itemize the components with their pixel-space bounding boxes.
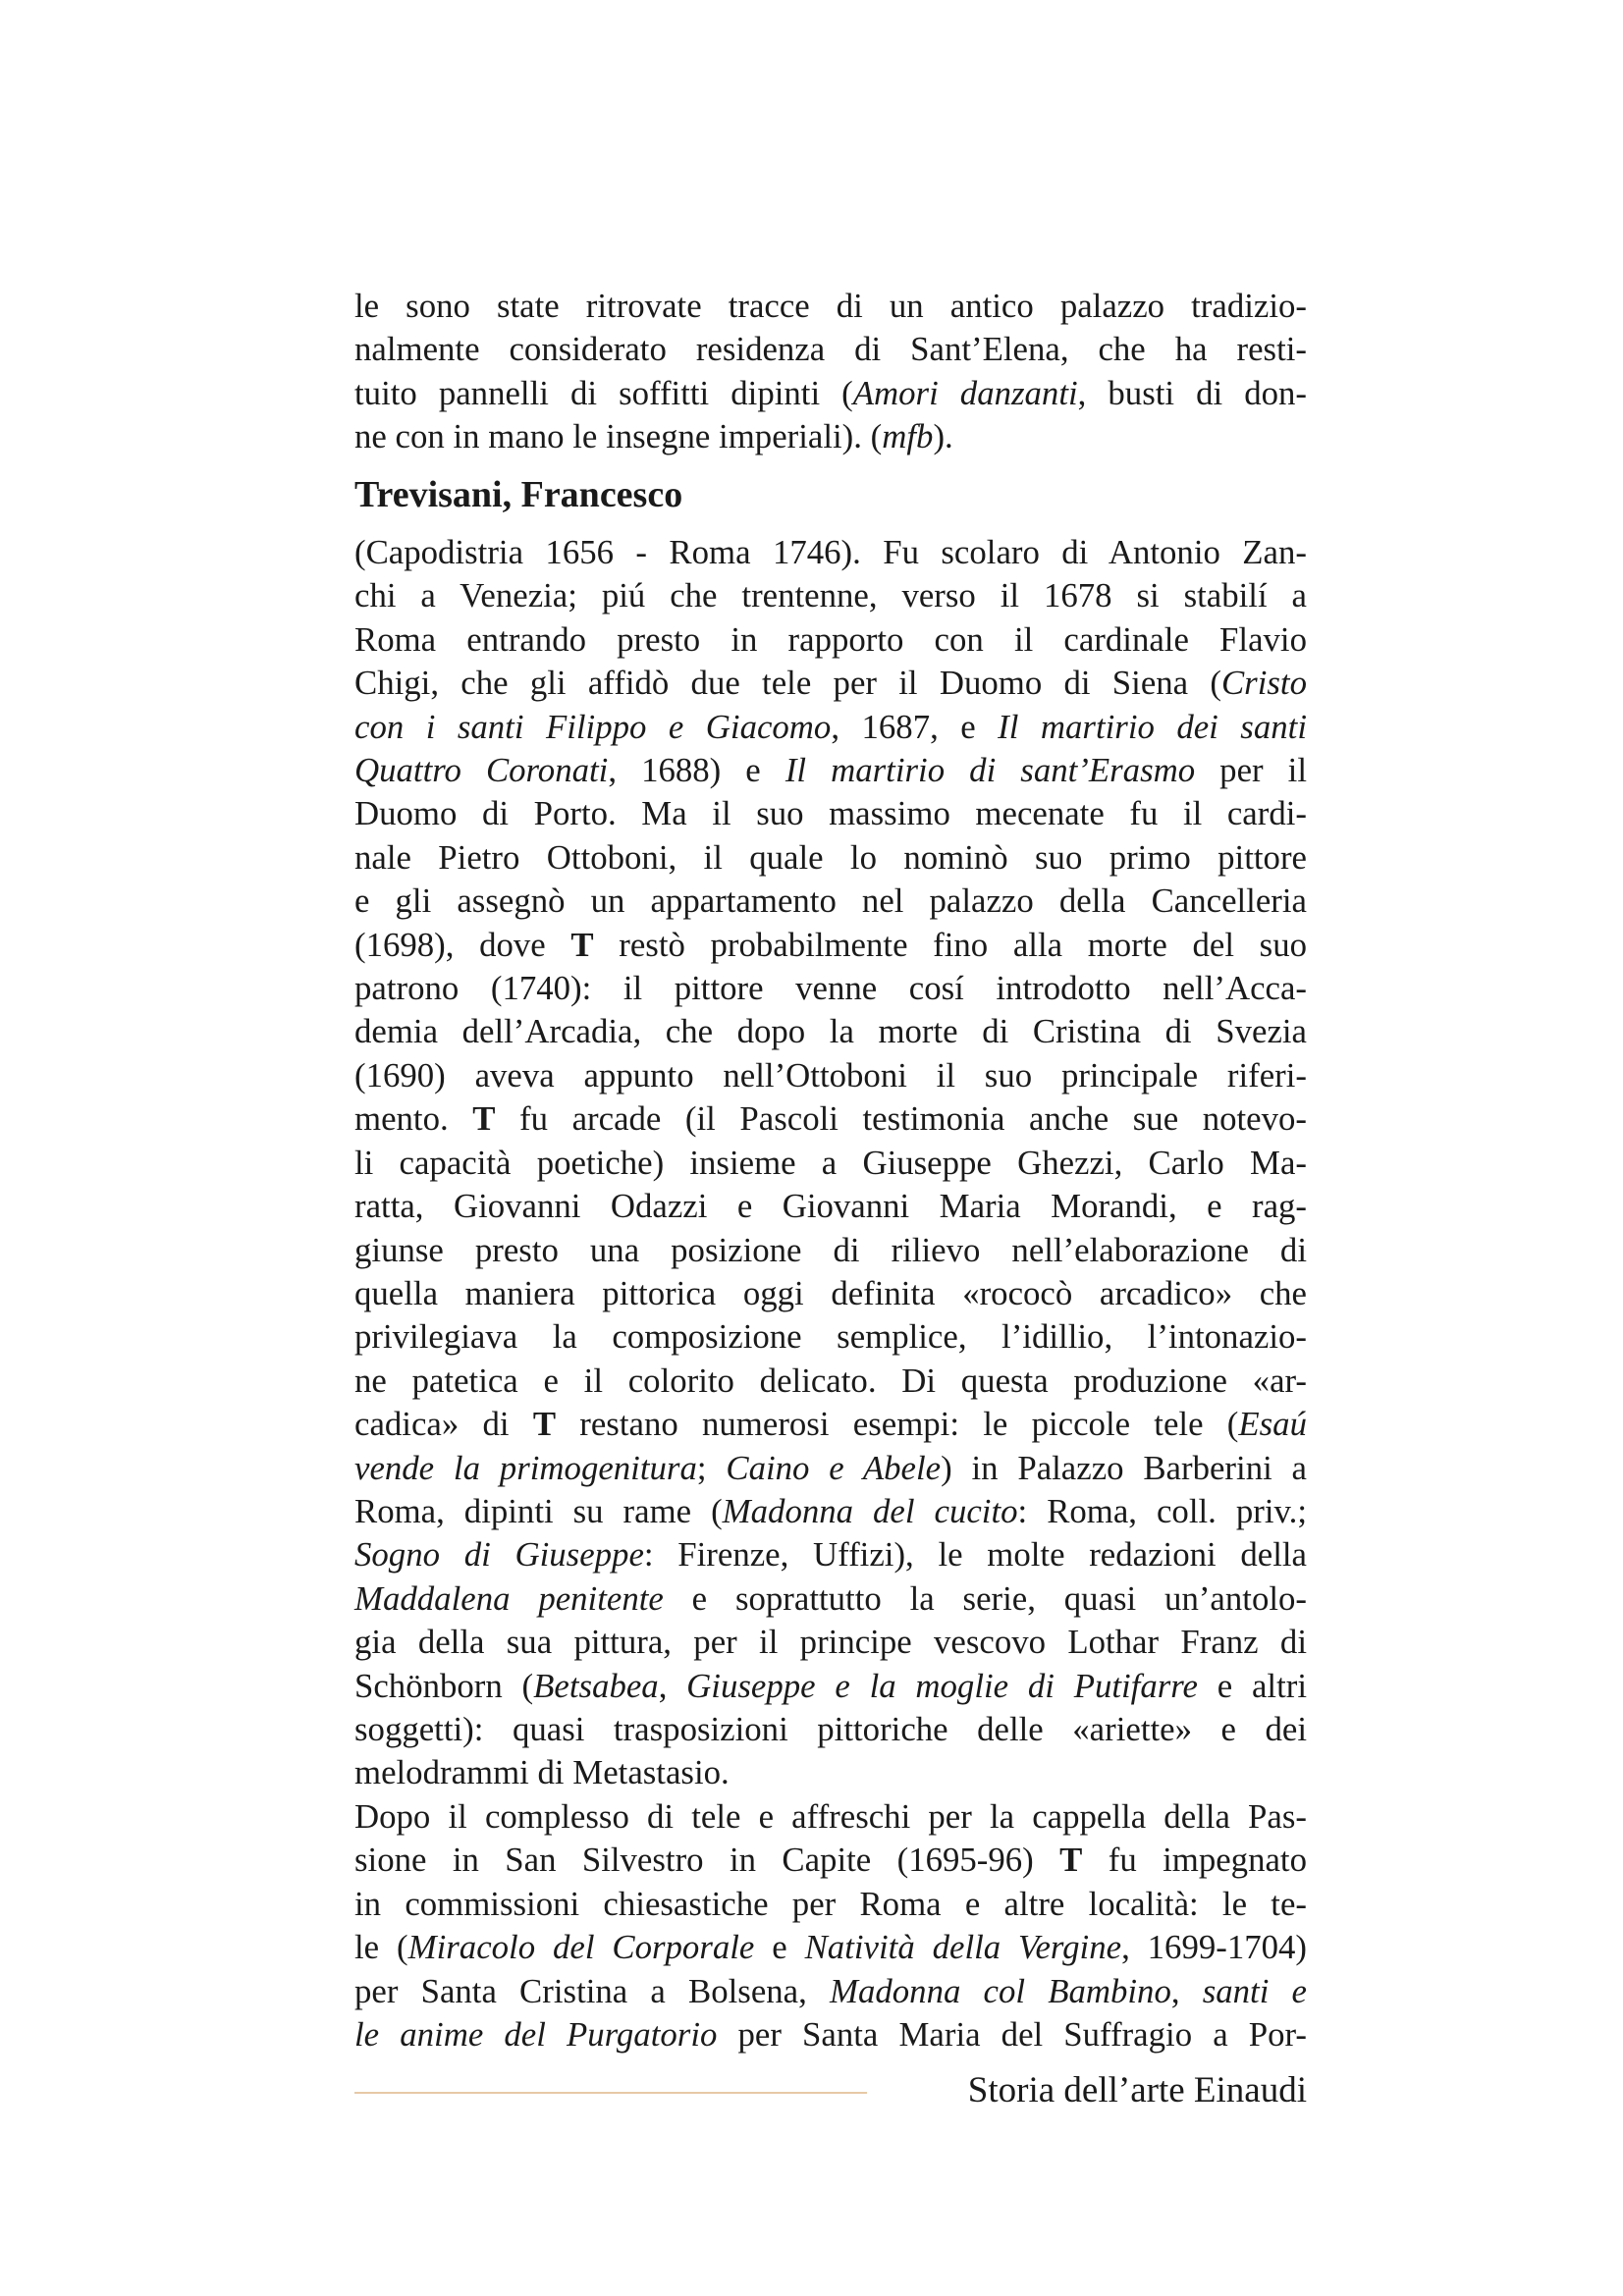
text-line xyxy=(354,662,1307,705)
italic-title: Il martirio di sant’Erasmo xyxy=(784,751,1196,790)
text-run: chi a Venezia; piú che trentenne, verso il 1678 si stabilí a xyxy=(354,576,1307,615)
text-line xyxy=(354,1970,1307,2013)
text-run: fu impegnato xyxy=(1082,1841,1307,1880)
text-run: li capacità poetiche) insieme a Giuseppe Ghezzi, Carlo Ma- xyxy=(354,1143,1307,1182)
entry-paragraph-2 xyxy=(354,1795,1307,2056)
text-run: privilegiava la composizione semplice, l’idillio, l’intonazio- xyxy=(354,1317,1307,1357)
text-line xyxy=(354,2013,1307,2056)
text-line xyxy=(354,1883,1307,1926)
text-line xyxy=(354,1708,1307,1751)
artist-abbrev: T xyxy=(532,1405,557,1444)
text-run: (1690) aveva appunto nell’Ottoboni il suo principale riferi- xyxy=(354,1055,1307,1095)
text-run: per Santa Maria del Suffragio a Por- xyxy=(717,2015,1307,2055)
text-line xyxy=(354,1142,1307,1185)
text-line xyxy=(354,1315,1307,1359)
text-run: Roma entrando presto in rapporto con il cardinale Flavio xyxy=(354,619,1307,659)
text-run: soggetti): quasi trasposizioni pittoriche delle «ariette» e dei xyxy=(354,1709,1307,1748)
italic-title: Maddalena penitente xyxy=(354,1578,664,1618)
text-run: nale Pietro Ottoboni, il quale lo nominò suo primo pittore xyxy=(354,837,1307,877)
text-run: mento. xyxy=(354,1099,473,1139)
text-run: restano numerosi esempi: le piccole tele ( xyxy=(556,1405,1239,1444)
text-run: e xyxy=(754,1928,805,1967)
text-run: demia dell’Arcadia, che dopo la morte di Cristina di Svezia xyxy=(354,1012,1307,1051)
text-line xyxy=(354,1533,1307,1576)
text-line xyxy=(354,1926,1307,1969)
text-line xyxy=(354,1010,1307,1053)
italic-title: Sogno di Giuseppe xyxy=(354,1535,644,1575)
text-run: sione in San Silvestro in Capite (1695-96) xyxy=(354,1841,1060,1880)
text-run: ; xyxy=(696,1448,727,1487)
text-run: , 1688) e xyxy=(608,751,785,790)
artist-abbrev: T xyxy=(570,925,594,964)
text-line xyxy=(354,1839,1307,1882)
italic-title: vende la primogenitura xyxy=(354,1448,697,1487)
text-run: nalmente considerato residenza di Sant’Elena, che ha resti- xyxy=(354,330,1307,369)
text-line xyxy=(354,1272,1307,1315)
text-run: ) in Palazzo Barberini a xyxy=(941,1448,1308,1487)
artist-abbrev: T xyxy=(1059,1841,1083,1880)
text-run: ne patetica e il colorito delicato. Di questa produzione «ar- xyxy=(354,1361,1307,1400)
text-run: patrono (1740): il pittore venne cosí introdotto nell’Acca- xyxy=(354,969,1307,1008)
text-line xyxy=(354,1751,1307,1794)
text-line xyxy=(354,618,1307,662)
italic-title: Madonna del cucito xyxy=(722,1491,1018,1530)
italic-title: mfb xyxy=(882,417,934,456)
italic-title: Betsabea xyxy=(533,1666,659,1705)
text-line xyxy=(354,415,1307,458)
artist-abbrev: T xyxy=(472,1099,496,1139)
footer-rule xyxy=(354,2092,867,2094)
text-run: : Firenze, Uffizi), le molte redazioni della xyxy=(643,1535,1307,1575)
text-run: Chigi, che gli affidò due tele per il Duomo di Siena ( xyxy=(354,664,1221,703)
text-run: per Santa Cristina a Bolsena, xyxy=(354,1971,830,2010)
italic-title: Caino e Abele xyxy=(726,1448,942,1487)
text-line xyxy=(354,1621,1307,1664)
italic-title: le anime del Purgatorio xyxy=(354,2015,718,2055)
text-run: , 1687, e xyxy=(831,707,999,746)
text-run: , xyxy=(658,1666,687,1705)
text-run: in commissioni chiesastiche per Roma e altre località: le te- xyxy=(354,1884,1307,1923)
text-line xyxy=(354,1097,1307,1141)
text-run: (Capodistria 1656 - Roma 1746). Fu scolaro di Antonio Zan- xyxy=(354,533,1307,571)
text-run: : Roma, coll. priv.; xyxy=(1017,1491,1307,1530)
italic-title: con i santi Filippo e Giacomo xyxy=(354,707,832,746)
text-line xyxy=(354,372,1307,415)
text-line xyxy=(354,1665,1307,1708)
text-run: gia della sua pittura, per il principe vescovo Lothar Franz di xyxy=(354,1623,1307,1662)
italic-title: Natività della Vergine xyxy=(804,1928,1122,1967)
italic-title: Cristo xyxy=(1220,664,1307,703)
italic-title: Esaú xyxy=(1238,1405,1307,1444)
text-line xyxy=(354,924,1307,967)
text-run: ratta, Giovanni Odazzi e Giovanni Maria Morandi, e rag- xyxy=(354,1187,1307,1226)
text-run: le ( xyxy=(354,1928,408,1967)
text-run: , 1699-1704) xyxy=(1121,1928,1308,1967)
text-line xyxy=(354,1577,1307,1621)
text-line xyxy=(354,836,1307,880)
entry-paragraph-1 xyxy=(354,531,1307,1795)
text-run: per il xyxy=(1195,751,1307,790)
italic-title: Giuseppe e la moglie di Putifarre xyxy=(686,1666,1198,1705)
footer-title: Storia dell’arte Einaudi xyxy=(967,2070,1307,2110)
text-run: cadica» di xyxy=(354,1405,533,1444)
text-run: fu arcade (il Pascoli testimonia anche sue notevo- xyxy=(495,1099,1307,1139)
text-line xyxy=(354,749,1307,792)
text-run: le sono state ritrovate tracce di un antico palazzo tradizio- xyxy=(354,287,1307,325)
italic-title: santi e xyxy=(1202,1971,1307,2010)
text-line xyxy=(354,967,1307,1010)
text-line xyxy=(354,880,1307,923)
text-run: Schönborn ( xyxy=(354,1666,534,1705)
text-run: quella maniera pittorica oggi definita «rococò arcadico» che xyxy=(354,1273,1307,1312)
text-line xyxy=(354,1360,1307,1403)
italic-title: Il martirio dei santi xyxy=(998,707,1307,746)
text-run: Duomo di Porto. Ma il suo massimo mecenate fu il cardi- xyxy=(354,794,1307,833)
text-line xyxy=(354,1447,1307,1490)
text-line xyxy=(354,1795,1307,1839)
text-run: e altri xyxy=(1198,1666,1308,1705)
text-run: , xyxy=(1170,1971,1203,2010)
text-run: , busti di don- xyxy=(1077,373,1308,412)
text-line xyxy=(354,531,1307,574)
text-run: restò probabilmente fino alla morte del suo xyxy=(593,925,1307,964)
text-run: ). xyxy=(933,417,953,456)
text-line xyxy=(354,706,1307,749)
italic-title: Quattro Coronati xyxy=(354,751,609,790)
italic-title: Miracolo del Corporale xyxy=(407,1928,755,1967)
text-line xyxy=(354,1185,1307,1228)
text-run: e gli assegnò un appartamento nel palazzo della Cancelleria xyxy=(354,881,1307,921)
text-line xyxy=(354,1229,1307,1272)
text-run: e soprattutto la serie, quasi un’antolo- xyxy=(663,1578,1307,1618)
text-line xyxy=(354,328,1307,371)
text-run: giunse presto una posizione di rilievo nell’elaborazione di xyxy=(354,1230,1307,1269)
text-run: Roma, dipinti su rame ( xyxy=(354,1491,723,1530)
continuation-paragraph xyxy=(354,285,1307,459)
entry-title: Trevisani, Francesco xyxy=(354,474,683,515)
text-run: ne con in mano le insegne imperiali). ( xyxy=(354,417,883,456)
italic-title: Amori danzanti xyxy=(852,373,1078,412)
text-line xyxy=(354,1490,1307,1533)
italic-title: Madonna col Bambino xyxy=(829,1971,1171,2010)
text-line xyxy=(354,792,1307,835)
text-run: melodrammi di Metastasio. xyxy=(354,1753,730,1792)
text-run: tuito pannelli di soffitti dipinti ( xyxy=(354,373,853,412)
text-line xyxy=(354,285,1307,328)
text-line xyxy=(354,1054,1307,1097)
text-line xyxy=(354,574,1307,617)
text-line xyxy=(354,1403,1307,1446)
text-run: Dopo il complesso di tele e affreschi per la cappella della Pas- xyxy=(354,1797,1307,1836)
text-run: (1698), dove xyxy=(354,925,571,964)
